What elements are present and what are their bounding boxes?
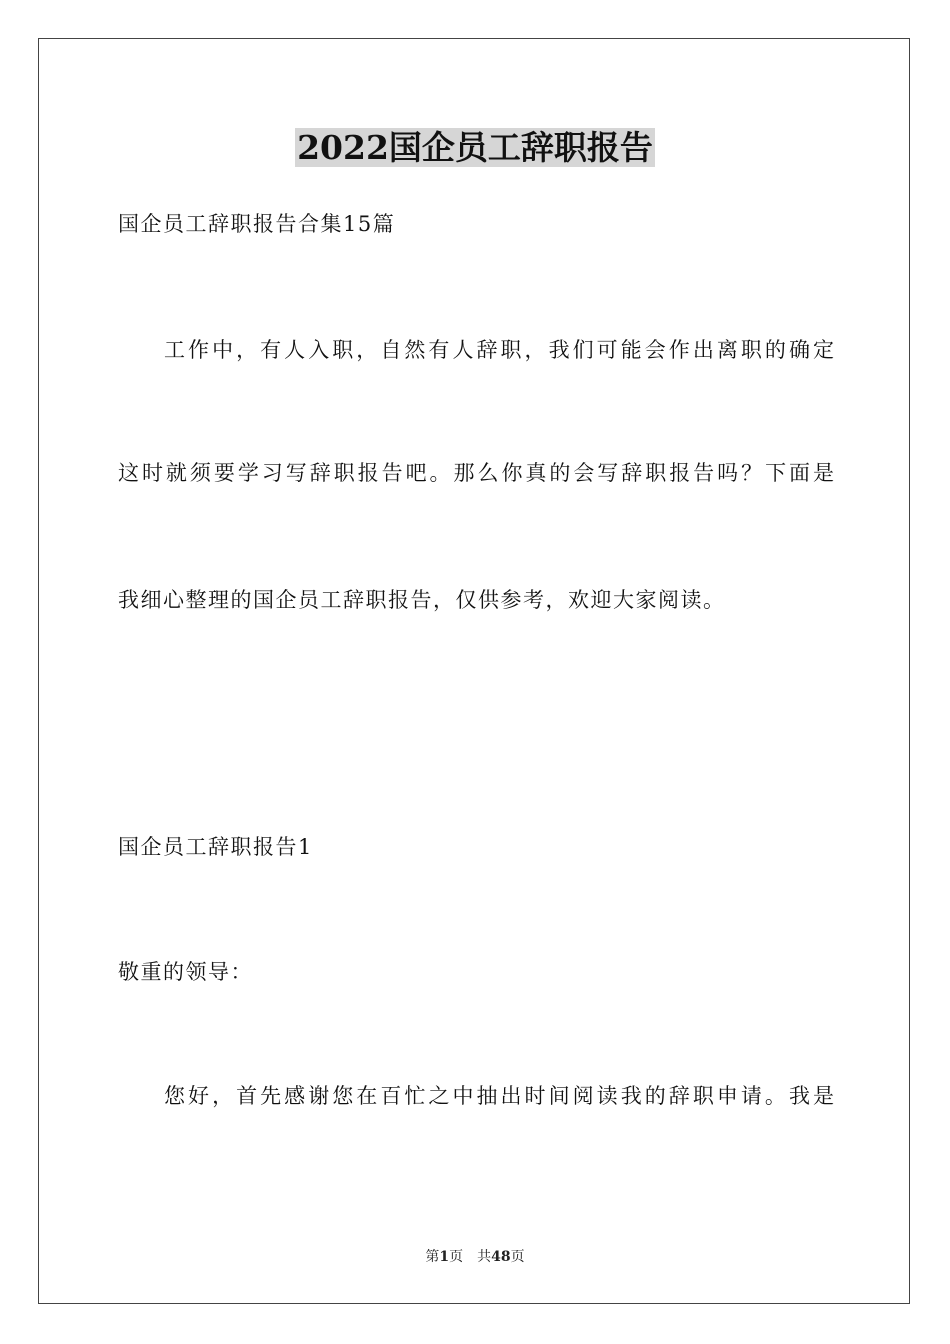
section-heading: 国企员工辞职报告1 — [118, 835, 313, 859]
footer-page-prefix: 第 — [425, 1249, 440, 1265]
intro-line-1: 工作中，有人入职，自然有人辞职，我们可能会作出离职的确定 — [164, 338, 834, 362]
document-title — [0, 126, 950, 170]
body-line-1: 您好，首先感谢您在百忙之中抽出时间阅读我的辞职申请。我是 — [164, 1084, 834, 1108]
footer-total-pages: 48 — [491, 1249, 511, 1265]
intro-line-3: 我细心整理的国企员工辞职报告，仅供参考，欢迎大家阅读。 — [118, 588, 726, 612]
footer-page-number: 1 — [439, 1249, 450, 1265]
intro-line-2: 这时就须要学习写辞职报告吧。那么你真的会写辞职报告吗？下面是 — [118, 461, 834, 485]
page-footer — [0, 1248, 950, 1266]
footer-page-suffix: 页 — [449, 1249, 464, 1265]
footer-total-prefix: 共 — [477, 1249, 492, 1265]
document-subtitle: 国企员工辞职报告合集15篇 — [118, 212, 396, 236]
footer-total-suffix: 页 — [510, 1249, 525, 1265]
salutation: 敬重的领导： — [118, 960, 253, 984]
document-title-text: 2022国企员工辞职报告 — [297, 128, 653, 167]
